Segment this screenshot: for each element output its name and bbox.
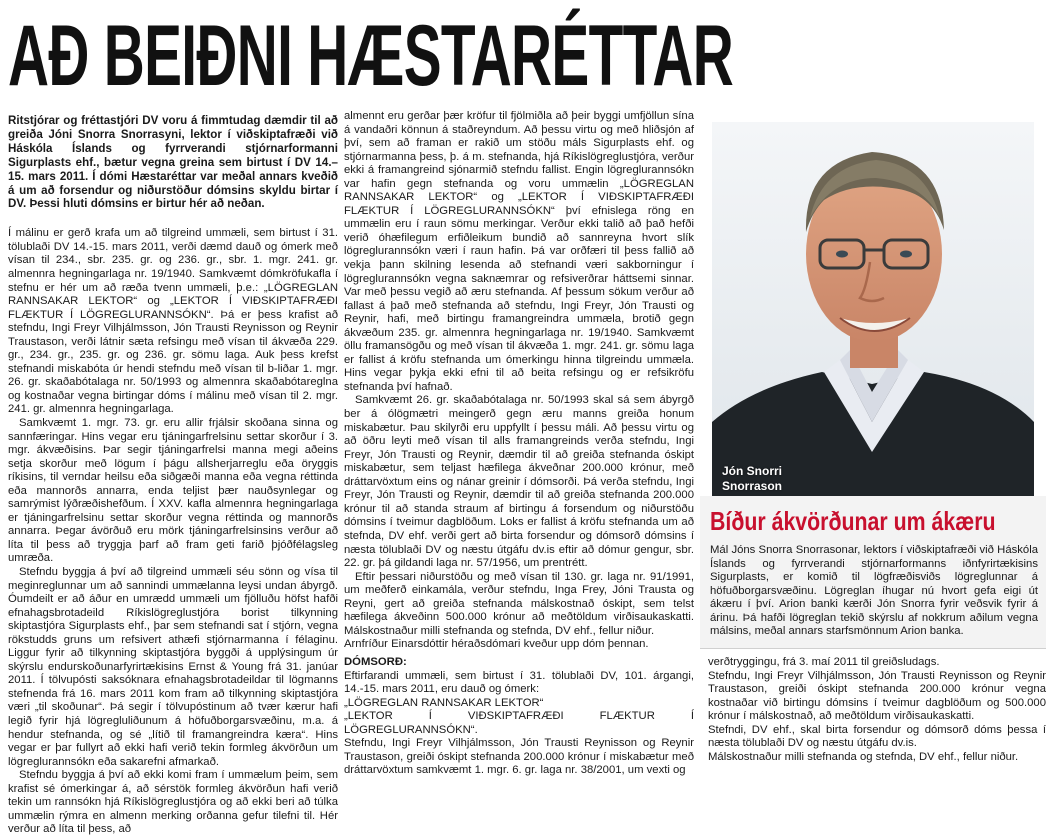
photo-caption-line: Snorrason — [722, 479, 783, 493]
portrait-illustration — [712, 122, 1034, 496]
body-paragraph: Málskostnaður milli stefnanda og stefnda, DV ehf., fellur niður. — [708, 750, 1019, 763]
sidebar-box-title: Bíður ákvörðunar um ákæru — [710, 506, 996, 536]
article-column-1 — [8, 114, 338, 836]
article-column-2 — [344, 110, 694, 650]
body-paragraph: „LEKTOR Í VIÐSKIPTAFRÆÐI FLÆKTUR Í LÖGREGLURANNSÓKN“. — [344, 710, 694, 736]
divider — [700, 648, 1046, 649]
body-paragraph: Arnfríður Einarsdóttir héraðsdómari kveður upp dóm þennan. — [344, 638, 649, 651]
body-paragraph: Stefndi, DV ehf., skal birta forsendur og dómsorð dóms þessa í næsta tölublaði DV og næstu útgáfu dv.is. — [708, 723, 1046, 750]
photo-caption — [722, 464, 782, 494]
photo-caption-line: Jón Snorri — [722, 464, 783, 478]
verdict-column-continued — [708, 656, 1046, 786]
sidebar-box-body: Mál Jóns Snorra Snorrasonar, lektors í viðskiptafræði við Háskóla Íslands og fyrrverandi stjórnarformanns iðnfyrirtækisins Sigurplasts, er komið til lögfræðisviðs lögreglunnar á höfuðborgarsvæðinu. Lögreglan íhugar nú hvort gefa eigi út ákæru í því. Arion banki kærði Jón Snorra fyrir veðsvik fyrir á árinu. Þá hafði lögreglan tekið skýrslu af nokkrum aðilum vegna málsins, meðal annars starfsmönnum Arion banka. — [710, 544, 1038, 638]
body-paragraph: Stefndu, Ingi Freyr Vilhjálmsson, Jón Trausti Reynisson og Reynir Traustason, greiði óskipt stefnanda 200.000 krónur í miskabætur með dráttarvöxtum samkvæmt 1. mgr. 6. gr. laga nr. 38/2001, um vexti og — [344, 737, 694, 777]
body-paragraph: Eftir þessari niðurstöðu og með vísan til 130. gr. laga nr. 91/1991, um meðferð einkamála, verður stefndu, Inga Frey, Jóni Trausta og Reyni, gert að greiða stefnanda málskostnað óskipt, sem telst hæfilega ákveðinn 500.000 krónur að meðtöldum virðisaukaskatti. Málskostnaður milli stefnanda og stefnda, DV ehf., fellur niður. — [344, 570, 694, 637]
verdict-column — [344, 656, 694, 786]
body-paragraph: Stefndu byggja á því að tilgreind ummæli séu sönn og vísa til meginreglunnar um að sannindi ummælanna leysi undan ábyrgð. Óumdeilt er að áður en umrædd ummæli um fjölluðu höfst hafði efnahagsbrotadeild Ríkislögreglustjóra borist tilkynning skiptastjóra Sigurplasts ehf., þar sem stefnandi sat í stjórn, vegna rökstudds gruns um refsivert athæfi stjórnarmanna í félaginu. Liggur fyrir að tilkynning skiptastjóra byggði á upplýsingum úr skýrslu endurskoðunarfyrirtækisins Ernst & Young frá 31. janúar 2011. Í tölvupósti saksóknara efnahagsbrotadeildar til lögmanns stefnenda frá 16. mars 2011 kom fram að tilkynning skiptastjóra væri „til skoðunar“. Þá segir í tölvupóstinum að tvær kærur hafi legið fyrir hjá lögregluliðunum á höfuðborgarsvæðinu, m.a. á hendur stefnanda, og sé „lítið til framangreindra kæra“. Hins vegar er þar fullyrt að ekki hafi verið tekin formleg ákvörðun um lögreglurannsókn eða sakarefni afmarkað. — [8, 566, 338, 768]
body-paragraph: Samkvæmt 1. mgr. 73. gr. eru allir frjálsir skoðana sinna og sannfæringar. Hins vegar eru tjáningarfrelsinu settar skorður í 3. mgr. ákvæðisins. Þar segir tjáningarfrelsi manna megi aðeins setja skorður með lögum í þágu allsherjarreglu eða öryggis ríkisins, til verndar heilsu eða siðgæði manna eða vegna réttinda eða mannorðs annarra, enda teljist þær nauðsynlegar og samrýmist lýðræðishefðum. Í XXV. kafla almennra hegningarlaga er tjáningarfrelsinu settar skorður vegna réttinda og mannorðs annarra. Þegar ávörðuð eru mörk tjáningarfrelsinsins verður að líta til þess að tryggja þarf að fram geti farið þjóðfélagsleg umræða. — [8, 417, 338, 565]
headline: AÐ BEIÐNI HÆSTARÉTTAR — [8, 8, 734, 104]
sidebar-box — [700, 496, 1046, 648]
body-paragraph: almennt eru gerðar þær kröfur til fjölmiðla að þeir byggi umfjöllun sína á vandaðri könnun á staðreyndum. Að þessu virtu og með hliðsjón af því, sem að framan er rakið um stöðu máls Sigurplasts ehf. og stjórnarmanna þess, þ. á m. stefnanda, hjá Ríkislögreglustjóra, verður ekki á framangreind sjónarmið stefndu fallist. Engin lögreglurannsókn var hafin gegn stefnanda og voru ummælin „LÖGREGLAN RANNSAKAR LEKTOR“ og „LEKTOR Í VIÐSKIPTAFRÆÐI FLÆKTUR Í LÖGREGLURANNSÓKN“ því efnislega röng en ummælin eru í raun sömu merkingar. Verður ekki talið að það hefði verið óhæfilegum erfiðleikum bundið að sannreyna hvort slík lögreglurannsókn væri í raun hafin. Þá var orðfæri til þess fallið að vekja þann skilning lesenda að stefnandi væri sakborningur í lögreglurannsókn vegna saknæmrar og refsiverðrar háttsemi sinnar. Var með þessu vegið að æru stefnanda. Af þessum sökum verður að fallast á það með stefnanda að stefndu, Ingi Freyr, Jón Trausti og Reynir, hafi, með birtingu framangreindra ummæla, brotið gegn ákvæðum 235. gr. almennra hegningarlaga nr. 19/1940. Samkvæmt öllu framansögðu og með vísan til ákvæða 1. mgr. 241. gr. sömu laga er fallist á kröfu stefnanda um ómerkingu hinna tilgreindu ummæla. Hins vegar þykja ekki efni til að beita refsingu og er refsikröfu stefnanda því hafnað. — [344, 110, 694, 393]
verdict-heading: DÓMSORÐ: — [344, 656, 407, 668]
body-paragraph: verðtryggingu, frá 3. maí 2011 til greiðsludags. — [708, 656, 940, 668]
body-paragraph: Samkvæmt 26. gr. skaðabótalaga nr. 50/1993 skal sá sem ábyrgð ber á ólögmætri meingerð gegn æru manns greiða honum miskabætur. Þau skilyrði eru uppfyllt í þessu máli. Að þessu virtu og að öðru leyti með vísan til alls framangreinds verða stefndu, Ingi Freyr, Jón Trausti og Reynir, dæmdir til að greiða stefnanda óskipt miskabætur, sem teljast hæfilega ákveðnar 200.000 krónur, með dráttarvöxtum eins og nánar greinir í dómsorði. Þá verða stefndu, Ingi Freyr, Jón Trausti og Reynir, dæmdir til að greiða stefnanda 200.000 krónur til að standa straum af birtingu á forsendum og niðurstöðu dómsins í tveimur dagblöðum. Loks er fallist á kröfu stefnanda um að stefnda, DV ehf. verði gert að birta forsendur og dómsorð dómsins í næsta tölublaði DV og næstu útgáfu dv.is eftir að dómur gengur, sbr. 22. gr. þá gildandi laga nr. 57/1956, um prentrétt. — [344, 394, 694, 570]
lead-paragraph: Ritstjórar og fréttastjóri DV voru á fimmtudag dæmdir til að greiða Jóni Snorra Snorrasyni, lektor í viðskiptafræði við Háskóla Íslands og fyrrverandi stjórnarformanni Sigurplasts ehf., bætur vegna greina sem birtust í DV 14.–15. mars 2011. Í dómi Hæstaréttar var meðal annars kveðið á um að forsendur og niðurstöður dómsins skyldu birtar í DV. Þessi hluti dómsins er birtur hér að neðan. — [8, 114, 338, 211]
portrait-photo — [712, 122, 1034, 496]
body-paragraph: „LÖGREGLAN RANNSAKAR LEKTOR“ — [344, 696, 544, 709]
body-paragraph: Stefndu byggja á því að ekki komi fram í ummælum þeim, sem krafist sé ómerkingar á, að sérstök formleg ákvörðun hafi verið tekin um rannsókn hjá Ríkislögreglustjóra og að ekki beri að túlka ummælin rýmra en almenn merking orðanna gefur tilefni til. Hér verður að líta til þess, að — [8, 769, 338, 836]
body-paragraph: Stefndu, Ingi Freyr Vilhjálmsson, Jón Trausti Reynisson og Reynir Traustason, greiði óskipt stefnanda 200.000 krónur vegna kostnaðar við birtingu dómsins í tveimur dagblöðum og 500.000 krónur í málskostnað, að meðtöldum virðisaukaskatti. — [708, 669, 1046, 723]
body-paragraph: Í málinu er gerð krafa um að tilgreind ummæli, sem birtust í 31. tölublaði DV 14.-15. mars 2011, verði dæmd dauð og ómerk með vísan til 234., sbr. 235. gr. og 236. gr., sbr. 1. mgr. 241. gr. almennra hegningarlaga nr. 19/1940. Samkvæmt dómkröfukafla í stefnu er hér um að ræða tvenn ummæli, þ.e.: „LÖGREGLAN RANNSAKAR LEKTOR“ og „LEKTOR Í VIÐSKIPTAFRÆÐI FLÆKTUR Í LÖGREGLURANNSÓKN“. Þá er þess krafist að stefndu, Ingi Freyr Vilhjálmsson, Jón Trausti Reynisson og Reynir Traustason, verði látnir sæta refsingu með vísan til ákvæða 229. gr., 234. gr., 235. gr. og 236. gr. sömu laga. Auk þess krefst stefnandi miskabóta úr hendi stefndu með vísan til b-liðar 1. mgr. 26. gr. skaðabótalaga nr. 50/1993 og almennra skaðabótareglna og kostnaðar vegna birtingar dóms í málinu með vísan til 2. mgr. 241. gr. almennra hegningarlaga. — [8, 227, 338, 416]
body-paragraph: Eftirfarandi ummæli, sem birtust í 31. tölublaði DV, 101. árgangi, 14.-15. mars 2011, eru dauð og ómerk: — [344, 669, 694, 696]
